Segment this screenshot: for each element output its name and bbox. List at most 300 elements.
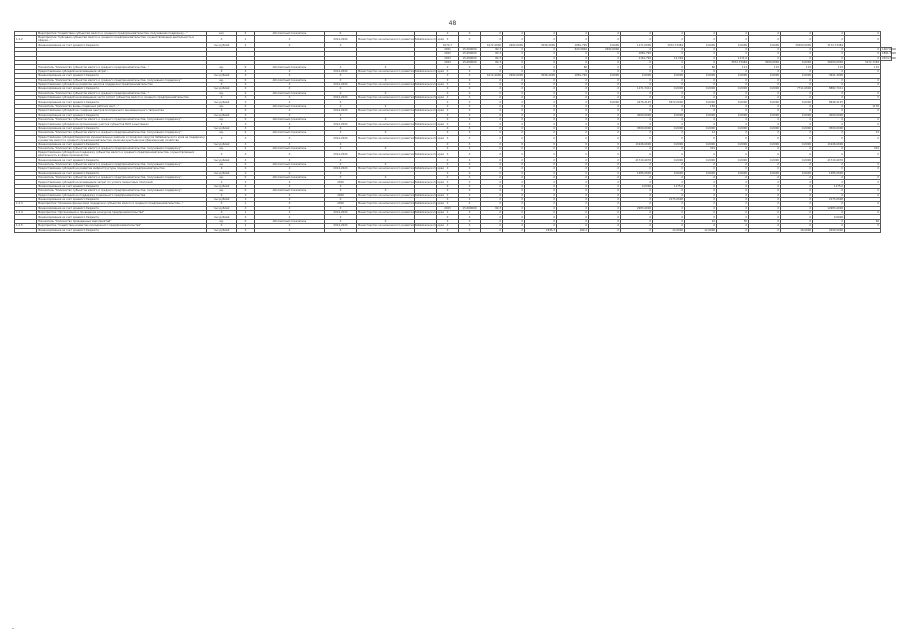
table-cell: Х [437,104,459,108]
table-cell: Х [325,104,357,108]
table-cell: Х [557,171,589,175]
table-cell: Х [685,151,717,158]
table-cell: тыс.рублей [207,215,237,219]
table-cell: Х [845,167,881,171]
table-cell: Х [621,78,653,82]
table-cell: 2049,5000 [813,228,845,232]
table-cell: Х [503,78,525,82]
table-cell: Х [749,52,781,56]
table-cell: Х [749,69,781,73]
table-cell: Х [503,109,525,113]
table-cell: Х [255,167,325,171]
table-cell: Х [481,224,503,228]
table-cell: Х [813,52,845,56]
table-cell: 115 [781,65,813,69]
table-cell: Х [503,87,525,91]
table-cell: Х [589,142,621,146]
table-cell: Х [749,189,781,193]
table-cell: Х [525,69,557,73]
table-cell: Х [325,158,357,162]
table-cell: Х [813,151,845,158]
table-cell: Х [589,180,621,184]
table-cell: Х [503,162,525,166]
row-title-cell: Показатель "Количество субъектов малого и среднего предпринимательства..." [37,91,207,95]
table-cell: Х [749,122,781,126]
table-cell: Х [621,91,653,95]
table-cell: 6172,7 [437,43,459,47]
table-cell: Х [781,167,813,171]
table-cell: Х [685,82,717,86]
table-cell: Х [525,126,557,130]
table-cell: 0,0000 [589,100,621,104]
table-cell: Министерство экономического развития Забайкальского края [358,83,444,87]
table-cell: Х [481,135,503,142]
table-cell: ед. [207,91,237,95]
table-cell: 2014-2024 [325,96,357,100]
table-cell: Х [481,219,503,223]
table-cell: Х [481,82,503,86]
table-cell: Х [481,211,503,215]
table-cell: Х [255,43,325,47]
table-cell: ед. [207,219,237,223]
table-cell: 156 [685,104,717,108]
table-cell: Х [459,224,481,228]
table-cell: 0,0000 [717,126,749,130]
table-cell: Х [459,113,481,117]
table-cell: Х [525,158,557,162]
row-title-cell: Финансирование за счет краевого бюджета [37,74,207,78]
table-cell: 3000,0000 [749,60,781,64]
table-cell: Х [813,69,845,73]
table-cell: Х [557,60,589,64]
table-cell: Х [459,197,481,201]
table-cell: Х [481,171,503,175]
table-cell: Х [503,100,525,104]
table-cell: Х [459,69,481,73]
table-cell: Министерство экономического развития Забайкальского края [358,193,444,197]
table-cell: 1171,0 [717,56,749,60]
table-cell: 2175,0000 [813,197,845,201]
table-cell: Х [437,146,459,150]
table-cell: Х [589,122,621,126]
table-cell: 0,0000 [717,87,749,91]
table-cell: Х [653,151,685,158]
table-cell: 2022 [437,52,459,56]
table-cell: Х [557,142,589,146]
table-cell: Х [481,142,503,146]
table-cell: Х [525,184,557,188]
table-cell [845,228,881,232]
table-cell: Х [621,180,653,184]
table-cell: Х [437,65,459,69]
table-cell: Х [525,206,557,210]
table-cell: Х [525,167,557,171]
table-cell: 82,3 [481,47,503,51]
table-cell: Х [717,122,749,126]
table-cell: Х [237,74,255,78]
table-cell: 30 [717,219,749,223]
table-cell: 2014-2024 [325,167,357,171]
table-cell: Х [781,47,813,51]
table-cell: 0,0000 [781,74,813,78]
table-cell: 30000,0000 [781,43,813,47]
table-cell: чел. [207,32,237,36]
table-cell: 0,0000 [653,142,685,146]
table-cell: Х [557,197,589,201]
row-index-cell: 1.2.2 [15,36,37,43]
table-cell: Х [685,197,717,201]
table-cell: Х [437,224,459,228]
table-cell: 0 [237,175,255,179]
table-cell: Х [255,100,325,104]
table-cell: Х [621,175,653,179]
table-cell: 0 [325,32,357,36]
table-cell: Х [685,78,717,82]
table-cell: 0,0000 [589,74,621,78]
table-cell: Х [325,171,357,175]
table-cell: Х [237,109,255,113]
table-cell: Х [813,91,845,95]
table-cell: Х [685,32,717,36]
table-cell: Х [717,146,749,150]
table-cell: Х [717,47,749,51]
table-cell: Х [459,87,481,91]
table-cell: Х [325,162,357,166]
row-title-cell: Показатель "Количество субъектов малого и среднего предпринимательства..." [37,65,207,69]
table-cell: тыс.рублей [207,158,237,162]
table-cell: Министерство экономического развития Забайкальского края [358,167,444,171]
table-cell: Абсолютный показатель [255,118,325,122]
table-cell: Х [589,162,621,166]
table-cell: Х [237,96,255,100]
table-cell: Х [589,104,621,108]
table-cell: Х [459,142,481,146]
table-cell: Х [557,206,589,210]
table-cell: Х [525,65,557,69]
table-cell: Х [237,122,255,126]
table-cell: Х [525,224,557,228]
table-cell: Абсолютный показатель [255,78,325,82]
table-cell: Х [503,193,525,197]
table-cell: Х [325,78,357,82]
table-cell: Х [589,184,621,188]
table-cell: Х [717,82,749,86]
table-cell: Х [621,189,653,193]
table-cell: Х [749,167,781,171]
table-cell: Х [503,36,525,43]
table-cell: Х [357,162,415,166]
table-cell: Х [459,78,481,82]
table-cell: 3172,73484 [813,43,845,47]
table-cell: Х [717,215,749,219]
table-cell: 82,3 [481,52,503,56]
table-cell: Х [557,36,589,43]
table-cell: Х [781,215,813,219]
program-table [14,31,897,233]
table-cell: Х [781,175,813,179]
table-cell: 1171,0000 [621,43,653,47]
table-cell: Х [813,47,845,51]
table-cell: Х [459,151,481,158]
table-cell: Х [749,118,781,122]
table-cell: 1845,3 [525,228,557,232]
table-cell: Х [503,197,525,201]
table-cell: Х [813,193,845,197]
table-cell: Х [525,211,557,215]
table-cell: Х [653,211,685,215]
row-index-cell: 1.2.3 [15,202,37,206]
table-cell: Х [525,87,557,91]
table-cell: Х [481,202,503,206]
table-cell: Х [717,32,749,36]
table-cell: Х [621,47,653,51]
table-cell: 1385,0000 [621,171,653,175]
table-cell: Х [621,131,653,135]
table-cell: Х [325,65,357,69]
table-cell: 2992,0000 [503,43,525,47]
table-cell: Х [255,215,325,219]
table-cell: Х [845,52,881,56]
table-cell: 12 [685,131,717,135]
table-cell: 0,0000 [717,113,749,117]
table-cell: Х [589,109,621,113]
row-title-cell: Финансирование за счет краевого бюджета [37,206,207,210]
table-cell: Х [717,184,749,188]
table-cell: Министерство экономического развития Забайкальского края [358,69,444,73]
table-cell: Х [237,228,255,232]
table-cell: Х [653,193,685,197]
table-cell: Абсолютный показатель [255,131,325,135]
table-cell: Х [813,202,845,206]
table-cell: Х [653,36,685,43]
table-cell: 1175,0 [813,184,845,188]
table-cell: Х [749,193,781,197]
table-cell: 0,0000 [685,74,717,78]
table-cell: ед. [207,146,237,150]
table-cell: Х [845,56,881,60]
table-cell: Х [781,52,813,56]
table-cell: Министерство экономического развития Забайкальского края [358,211,444,215]
table-cell: Х [589,215,621,219]
table-cell: Х [503,180,525,184]
table-cell: Х [621,211,653,215]
table-cell: Х [557,224,589,228]
table-cell: Х [503,171,525,175]
table-cell: Х [813,219,845,223]
table-cell: Х [685,180,717,184]
table-cell: Х [781,122,813,126]
table-cell: Х [525,47,557,51]
table-cell: Х [437,32,459,36]
row-title-cell: Показатель "Количество субъектов малого и среднего предпринимательства, получивших поддержку" [37,175,207,179]
table-cell: Х [557,184,589,188]
table-cell: Х [255,109,325,113]
table-cell: 11946,0000 [621,142,653,146]
table-cell: Х [525,175,557,179]
table-cell: 0,0000 [749,43,781,47]
table-cell: Х [325,87,357,91]
table-cell: Х [557,135,589,142]
table-cell: Министерство экономического развития Забайкальского края [358,96,444,100]
table-cell: Х [459,135,481,142]
table-cell: Х [557,56,589,60]
table-cell: Х [525,142,557,146]
table-cell: Х [621,151,653,158]
table-cell: 622,0000 [557,47,589,51]
table-cell: Х [481,65,503,69]
table-cell: Х [749,146,781,150]
table-cell: 82,3 [481,60,503,64]
table-cell: 2324,7900 [882,56,897,60]
table-cell: Х [255,184,325,188]
table-cell: 0,0000 [781,142,813,146]
table-cell: 0 [237,118,255,122]
table-cell: Х [685,135,717,142]
table-cell: 15,000000 [459,47,481,51]
table-cell: Х [325,91,357,95]
table-cell: Х [685,36,717,43]
table-cell: 2014-2024 [325,69,357,73]
table-cell: 0,0000 [749,87,781,91]
table-cell: 0,0000 [653,171,685,175]
table-cell: Х [685,211,717,215]
table-cell: 0,0000 [717,171,749,175]
table-cell: Х [749,96,781,100]
table-cell: 2020 [325,193,357,197]
table-cell: Х [845,82,881,86]
table-cell: Х [813,180,845,184]
table-cell: Х [325,206,357,210]
table-cell: Х [503,65,525,69]
table-cell: Абсолютный показатель [255,175,325,179]
table-cell: Х [653,104,685,108]
table-cell: Х [717,206,749,210]
table-cell: Х [781,162,813,166]
table-cell: 12983,4000 [813,206,845,210]
table-cell: Х [557,113,589,117]
table-cell: Х [813,96,845,100]
corner-mark: - [12,625,15,632]
table-cell: Х [813,32,845,36]
table-row [15,228,892,232]
table-cell: Х [781,104,813,108]
table-cell: 80 [685,65,717,69]
table-cell: 3172,7348 [845,60,881,64]
table-cell: Х [781,211,813,215]
table-cell: Х [237,87,255,91]
table-cell: Х [437,175,459,179]
row-title-cell: Финансирование за счет краевого бюджета [37,215,207,219]
table-cell: Х [503,47,525,51]
table-row [15,36,892,43]
table-row [15,151,892,158]
table-cell: Х [525,135,557,142]
table-cell: Х [845,78,881,82]
table-cell: Х [781,146,813,150]
table-cell: Х [557,96,589,100]
table-cell: Х [749,197,781,201]
table-cell: Х [781,131,813,135]
table-cell: Х [207,180,237,184]
table-cell: Х [557,32,589,36]
table-cell: Х [749,206,781,210]
table-cell: Х [813,175,845,179]
table-cell: Х [255,87,325,91]
table-cell: тыс.рублей [207,206,237,210]
table-cell: Х [845,180,881,184]
table-cell: Х [237,135,255,142]
table-cell: Х [481,193,503,197]
table-cell: Х [481,96,503,100]
table-cell: Х [621,104,653,108]
table-cell: 0,0000 [685,126,717,130]
table-cell: Х [685,96,717,100]
table-cell: Х [781,118,813,122]
table-cell: Х [503,96,525,100]
table-cell: Х [845,47,881,51]
row-title-cell: Мероприятие "Содействие развитию молодежного предпринимательства" [37,224,207,228]
table-cell: ед. [207,78,237,82]
table-cell: Х [621,32,653,36]
table-cell: Х [653,96,685,100]
table-cell: 5672,0000 [653,100,685,104]
table-cell: Х [207,135,237,142]
table-cell: 4 [237,43,255,47]
table-cell: Х [813,78,845,82]
table-cell: Х [481,162,503,166]
row-title-cell: Предоставление субсидий на возмещение затрат по уплате лизинговых платежей [37,180,207,184]
table-cell: Х [685,47,717,51]
table-cell: 0 [237,146,255,150]
table-cell: Х [557,219,589,223]
table-cell: Х [357,104,415,108]
table-cell: 10 [685,219,717,223]
table-cell: Х [717,180,749,184]
table-cell: 0,0000 [749,126,781,130]
table-cell: Х [589,60,621,64]
table-cell: 115 [749,65,781,69]
table-cell: 2014-2024 [325,211,357,215]
table-cell: Х [237,197,255,201]
table-cell: Х [325,131,357,135]
table-cell: 11946,0000 [813,142,845,146]
table-cell: 12,394 [653,56,685,60]
table-cell: Х [653,118,685,122]
table-cell: Х [781,219,813,223]
table-cell: Х [207,109,237,113]
table-cell: Х [481,131,503,135]
table-cell: Х [325,100,357,104]
table-cell: Х [749,228,781,232]
table-cell: Х [503,151,525,158]
table-cell: Х [813,122,845,126]
table-cell: Х [685,202,717,206]
table-cell: Х [781,184,813,188]
table-cell: Х [813,118,845,122]
table-cell: Х [813,167,845,171]
table-cell: Х [589,167,621,171]
table-cell: 0,0000 [781,113,813,117]
row-title-cell: Показатель "Количество субъектов малого и среднего предпринимательства, получивших поддержку" [37,162,207,166]
table-cell: 0 [237,131,255,135]
table-cell: Х [813,135,845,142]
table-cell: Х [685,118,717,122]
table-cell: Х [557,91,589,95]
row-title-cell: Мероприятие "Субсидии субъектам малого и среднего предпринимательства, осуществляющим деятельность в сферах..." [37,36,207,43]
table-cell: Х [503,146,525,150]
table-cell: Х [813,224,845,228]
table-cell: Х [503,126,525,130]
